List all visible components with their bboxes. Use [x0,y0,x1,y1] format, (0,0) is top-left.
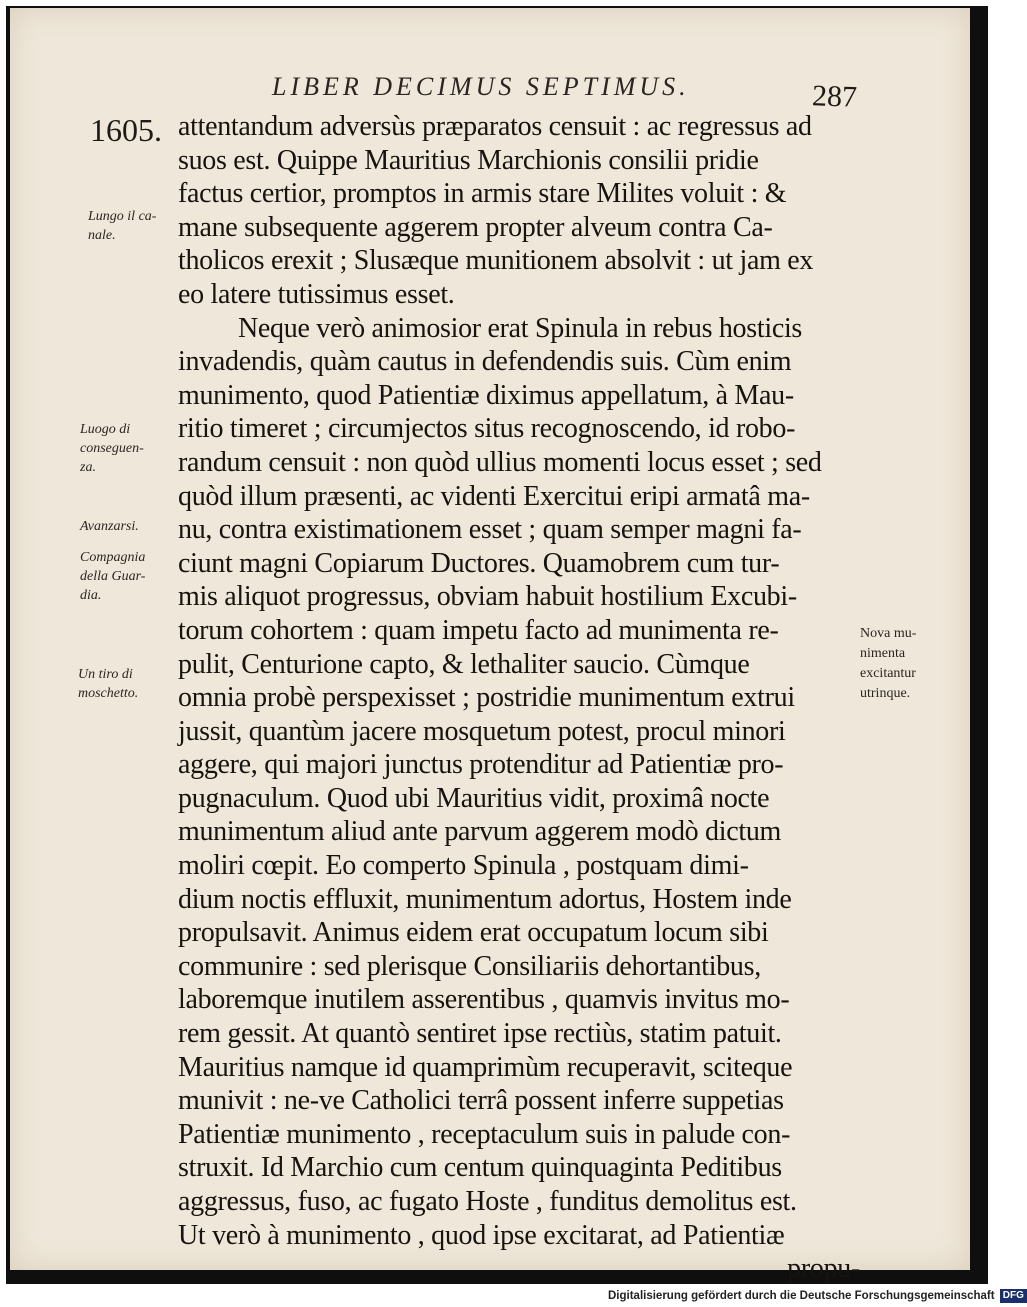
credit-text: Digitalisierung gefördert durch die Deutsche Forschungsgemeinschaft [608,1290,995,1302]
text-line: struxit. Id Marchio cum centum quinquaginta Peditibus [178,1152,782,1184]
margin-note-nova-munimenta: Nova mu- nimenta excitantur utrinque. [860,626,917,701]
running-title: LIBER DECIMUS SEPTIMUS. [272,72,690,101]
text-line: mis aliquot progressus, obviam habuit hostilium Excubi- [178,581,797,613]
body-text [178,110,868,1286]
margin-note-un-tiro-di-moschetto: Un tiro di moschetto. [78,667,139,701]
text-line: dium noctis effluxit, munimentum adortus, Hostem inde [178,883,792,915]
text-line: pugnaculum. Quod ubi Mauritius vidit, proximâ nocte [178,782,770,814]
text-line: munivit : ne-ve Catholici terrâ possent inferre suppetias [178,1085,784,1117]
dfg-logo-icon: DFG [1000,1289,1027,1303]
margin-note-luogo-di-conseguenza: Luogo di conseguen- za. [80,422,144,475]
text-line: torum cohortem : quam impetu facto ad munimenta re- [178,614,779,646]
text-line: suos est. Quippe Mauritius Marchionis consilii pridie [178,144,759,176]
text-line: Neque verò animosior erat Spinula in rebus hosticis [238,312,803,344]
text-line: aggressus, fuso, ac fugato Hoste , funditus demolitus est. [178,1186,797,1217]
text-line: invadendis, quàm cautus in defendendis suis. Cùm enim [178,346,792,378]
text-line: propulsavit. Animus eidem erat occupatum locum sibi [178,917,769,949]
digitization-credit [608,1286,1024,1306]
catchword: propu- [787,1253,860,1285]
page-number: 287 [811,79,858,114]
text-line: aggere, qui majori junctus protenditur ad Patientiæ pro- [178,749,784,781]
text-line: tholicos erexit ; Slusæque munitionem absolvit : ut jam ex [178,245,814,277]
text-line: nu, contra existimationem esset ; quam semper magni fa- [178,514,802,546]
text-line: laboremque inutilem asserentibus , quamvis invitus mo- [178,984,790,1016]
text-line: eo latere tutissimus esset. [178,278,455,310]
text-line: randum censuit : non quòd ullius momenti locus esset ; sed [178,446,822,478]
text-line: attentandum adversùs præparatos censuit : ac regressus ad [178,111,812,142]
text-line: factus certior, promptos in armis stare Milites voluit : & [178,178,787,210]
text-line: rem gessit. At quantò sentiret ipse rectiùs, statim patuit. [178,1018,782,1050]
margin-note-lungo-il-canale: Lungo il ca- nale. [88,209,157,243]
text-line: ritio timeret ; circumjectos situs recognoscendo, id robo- [178,413,796,445]
text-line: mane subsequente aggerem propter alveum contra Ca- [178,211,773,243]
text-line: Ut verò à munimento , quod ipse excitarat, ad Patientiæ [178,1219,785,1251]
text-line: Patientiæ munimento , receptaculum suis in palude con- [178,1118,791,1150]
margin-note-compagnia-della-guardia: Compagnia della Guar- dia. [80,550,146,603]
text-line: Mauritius namque id quamprimùm recuperavit, sciteque [178,1051,793,1083]
text-line: jussit, quantùm jacere mosquetum potest, procul minori [178,715,786,747]
text-line: quòd illum præsenti, ac videnti Exercitui eripi armatâ ma- [178,480,810,512]
text-line: pulit, Centurione capto, & lethaliter saucio. Cùmque [178,648,750,680]
year-marker: 1605. [90,112,162,148]
text-line: munimentum aliud ante parvum aggerem modò dictum [178,816,782,848]
text-line: moliri cœpit. Eo comperto Spinula , postquam dimi- [178,850,749,882]
text-line: communire : sed plerisque Consiliariis dehortantibus, [178,950,761,982]
text-line: munimento, quod Patientiæ diximus appellatum, à Mau- [178,379,794,411]
margin-note-avanzarsi: Avanzarsi. [80,519,139,534]
text-line: omnia probè perspexisset ; postridie munimentum extrui [178,682,795,714]
text-line: ciunt magni Copiarum Ductores. Quamobrem cum tur- [178,547,780,579]
